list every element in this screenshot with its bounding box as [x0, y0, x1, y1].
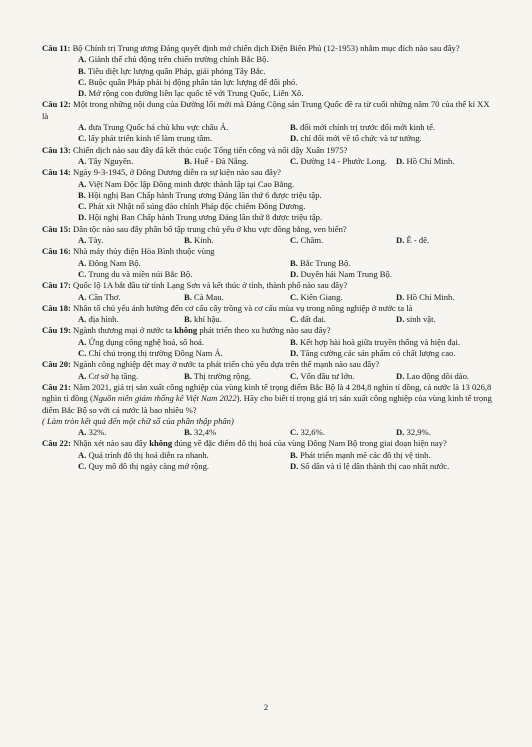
- question-number: Câu 16:: [42, 246, 71, 257]
- option-c: C. Vốn đầu tư lớn.: [290, 370, 355, 381]
- question-number: Câu 14:: [42, 167, 71, 178]
- option-c: C. Quy mô đô thị ngày càng mở rộng.: [78, 460, 210, 471]
- question-number: Câu 11:: [42, 43, 71, 53]
- question-21: Câu 21: Năm 2021, giá trị sản xuất công nghiệp của vùng kinh tế trọng điểm Bắc Bộ là 4 284,8 nghìn tỉ đồng, cả nước là 13 026,8 nghìn tỉ đồng (Nguồn niên giám thống kê Việt Nam 2022). Hãy cho biết tỉ trọng giá trị sản xuất công nghiệp của vùng kinh tế trọng điểm Bắc Bộ so với cả nước là bao nhiêu %? ( Làm tròn kết quả đến một chữ số của phần thập phân) A. 32%. B. 32,4% C. 32,6%. D. 32,9%.: [42, 381, 492, 438]
- option-a: A. Cơ sở hạ tầng.: [78, 370, 139, 381]
- option-b: B. Thị trường rộng.: [184, 370, 252, 381]
- question-text: Ngành công nghiệp dệt may ở nước ta phát triển chủ yếu dựa trên thế mạnh nào sau đây?: [73, 359, 380, 370]
- question-18: [42, 303, 492, 326]
- question-number: Câu 18:: [42, 302, 71, 313]
- option-d: D. Mở rộng con đường liên lạc quốc tế với Trung Quốc, Liên Xô.: [78, 88, 304, 99]
- question-number: Câu 19:: [42, 325, 71, 336]
- question-text: Bộ Chính trị Trung ương Đảng quyết định mở chiến dịch Điện Biên Phủ (12-1953) nhằm mục đích nào sau đây?: [72, 43, 460, 53]
- option-a: A. Ứng dụng công nghệ hoá, số hoá.: [78, 336, 205, 347]
- option-d: D. Hồ Chí Minh.: [396, 291, 455, 302]
- option-c: C. Buộc quân Pháp phải bị động phân tán lực lượng để đối phó.: [78, 76, 298, 87]
- option-d: D. Lao động dồi dào.: [396, 370, 470, 381]
- page-number: 2: [263, 702, 269, 712]
- option-b: B. khí hậu.: [184, 314, 222, 325]
- option-d: D. Tăng cường các sản phẩm có chất lượng cao.: [290, 348, 456, 359]
- question-15: [42, 224, 492, 247]
- option-a: A. đưa Trung Quốc bá chủ khu vực châu Á.: [78, 122, 229, 133]
- option-b: B. Cà Mau.: [184, 291, 224, 302]
- option-d: D. Hồ Chí Minh.: [396, 155, 455, 166]
- option-c: C. đất đai.: [290, 314, 326, 325]
- question-number: Câu 13:: [42, 144, 71, 155]
- option-a: A. Giành thế chủ động trên chiến trường chính Bắc Bộ.: [78, 54, 269, 65]
- option-c: C. Chỉ chú trọng thị trường Đông Nam Á.: [78, 348, 223, 359]
- option-d: D. chỉ đổi mới về tổ chức và tư tưởng.: [290, 133, 422, 144]
- option-a: A. Việt Nam Độc lập Đồng minh được thành lập tại Cao Bằng.: [78, 178, 295, 189]
- option-c: C. Chăm.: [290, 235, 324, 246]
- question-19: Câu 19: Ngành thương mại ở nước ta không phát triển theo xu hướng nào sau đây? A. Ứng dụng công nghệ hoá, số hoá. B. Kết hợp hài hoà giữa truyền thống và hiện đại. C. Chỉ chú trọng thị trường Đông Nam Á. D. Tăng cường các sản phẩm có chất lượng cao.: [42, 325, 461, 359]
- question-text: Chiến dịch nào sau đây đã kết thúc cuộc Tổng tiến công và nổi dậy Xuân 1975?: [73, 144, 348, 155]
- option-b: B. Phát triển mạnh mẽ các đô thị vệ tinh.: [290, 449, 431, 460]
- emphasis-not: không: [149, 438, 173, 449]
- question-14: [42, 167, 492, 223]
- rounding-note: ( Làm tròn kết quả đến một chữ số của phần thập phân): [42, 415, 234, 426]
- option-a: A. Cần Thơ.: [78, 291, 121, 302]
- option-c: C. lấy phát triển kinh tế làm trung tâm.: [78, 133, 213, 144]
- question-text: Một trong những nội dung của Đường lối mới mà Đảng Cộng sản Trung Quốc đề ra từ cuối những năm 70 của thế kỉ XX là: [42, 99, 490, 121]
- option-c: C. Phát xít Nhật nổ súng đảo chính Pháp độc chiếm Đông Dương.: [78, 201, 306, 212]
- option-d: D. Hội nghị Ban Chấp hành Trung ương Đảng lần thứ 8 được triệu tập.: [78, 212, 323, 223]
- option-c: C. 32,6%.: [290, 427, 325, 438]
- option-c: C. Kiên Giang.: [290, 291, 343, 302]
- option-a: A. Tây Nguyên.: [78, 155, 134, 166]
- option-b: B. Hội nghị Ban Chấp hành Trung ương Đảng lần thứ 6 được triệu tập.: [78, 189, 322, 200]
- option-c: C. Đường 14 - Phước Long.: [290, 155, 387, 166]
- question-text: Ngày 9-3-1945, ở Đông Dương diễn ra sự kiện nào sau đây?: [73, 167, 281, 178]
- question-number: Câu 22:: [42, 438, 71, 449]
- option-a: A. 32%.: [78, 427, 107, 438]
- question-number: Câu 21:: [42, 381, 71, 392]
- option-d: D. Ê - đê.: [396, 235, 430, 246]
- question-number: Câu 17:: [42, 280, 71, 291]
- emphasis-not: không: [174, 325, 198, 336]
- question-12: [42, 99, 492, 144]
- option-b: B. Huế - Đà Nẵng.: [184, 155, 249, 166]
- question-number: Câu 15:: [42, 223, 71, 234]
- option-a: A. Đông Nam Bộ.: [78, 257, 141, 268]
- question-17: [42, 280, 492, 303]
- option-d: D. sinh vật.: [396, 314, 436, 325]
- option-b: B. Kết hợp hài hoà giữa truyền thống và hiện đại.: [290, 336, 461, 347]
- question-13: [42, 145, 492, 168]
- question-text: Nhân tố chủ yếu ảnh hưởng đến cơ cấu cây trồng và cơ cấu mùa vụ trong nông nghiệp ở nước ta là: [73, 302, 413, 313]
- question-number: Câu 12:: [42, 99, 71, 110]
- question-11: [42, 43, 492, 99]
- option-d: D. Số dân và tỉ lệ dân thành thị cao nhất nước.: [290, 460, 450, 471]
- source-citation: Nguồn niên giám thống kê Việt Nam 2022: [92, 393, 237, 404]
- option-d: D. 32,9%.: [396, 427, 431, 438]
- option-b: B. Kinh.: [184, 235, 214, 246]
- question-16: [42, 246, 492, 280]
- option-a: A. Quá trình đô thị hoá diễn ra nhanh.: [78, 449, 209, 460]
- option-b: B. Bắc Trung Bộ.: [290, 257, 351, 268]
- option-b: B. 32,4%: [184, 427, 217, 438]
- question-20: [42, 359, 492, 382]
- option-c: C. Trung du và miền núi Bắc Bộ.: [78, 268, 193, 279]
- question-text: Nhà máy thủy điện Hòa Bình thuộc vùng: [73, 246, 215, 257]
- question-text: Quốc lộ 1A bắt đầu từ tỉnh Lạng Sơn và kết thúc ở tỉnh, thành phố nào sau đây?: [73, 280, 348, 291]
- option-b: B. Tiêu diệt lực lượng quân Pháp, giải phóng Tây Bắc.: [78, 65, 266, 76]
- option-a: A. địa hình.: [78, 314, 119, 325]
- question-number: Câu 20:: [42, 359, 71, 370]
- option-b: B. đổi mới chính trị trước đổi mới kinh tế.: [290, 122, 436, 133]
- question-22: Câu 22: Nhận xét nào sau đây không đúng về đặc điểm đô thị hoá của vùng Đông Nam Bộ trong giai đoạn hiện nay? A. Quá trình đô thị hoá diễn ra nhanh. B. Phát triển mạnh mẽ các đô thị vệ tinh. C. Quy mô đô thị ngày càng mở rộng. D. Số dân và tỉ lệ dân thành thị cao nhất nước.: [42, 438, 450, 471]
- question-text: Dân tộc nào sau đây phân bố tập trung chủ yếu ở khu vực đồng bằng, ven biển?: [73, 223, 347, 234]
- option-d: D. Duyên hải Nam Trung Bộ.: [290, 268, 392, 279]
- option-a: A. Tày.: [78, 235, 104, 246]
